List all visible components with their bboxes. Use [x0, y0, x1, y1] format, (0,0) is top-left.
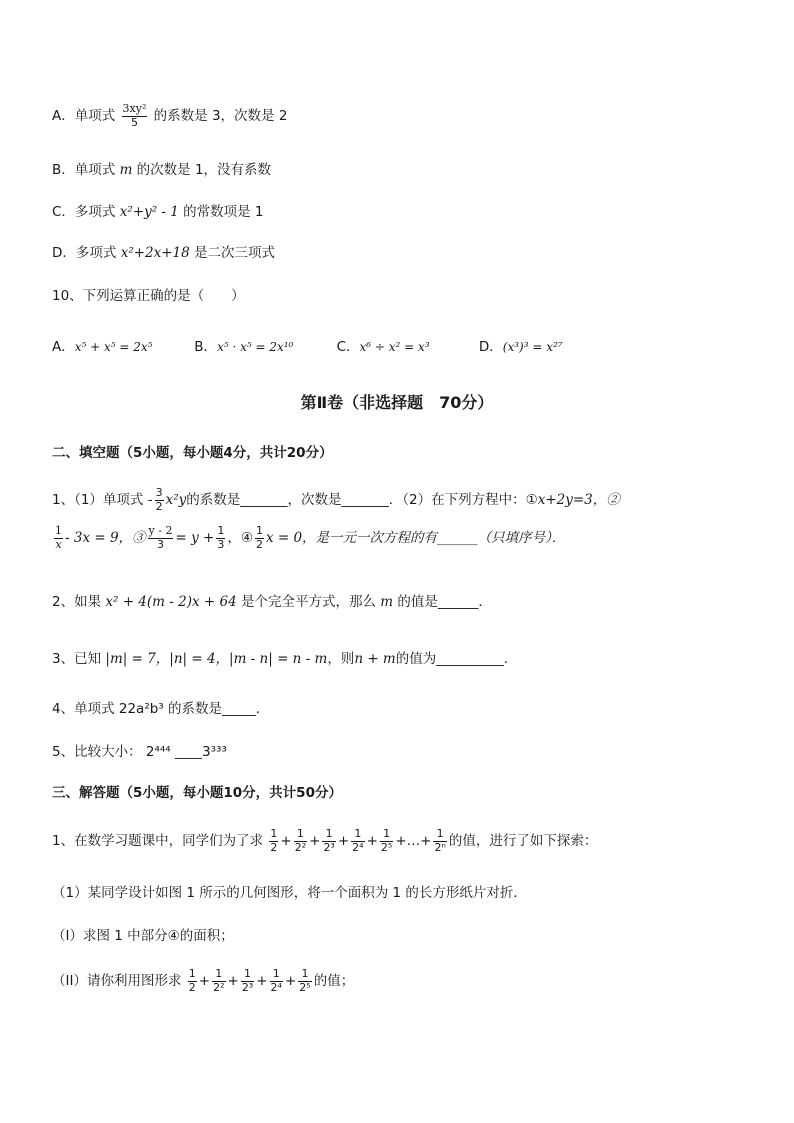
q10-option-b: B．x⁵ · x⁵ = 2x¹⁰	[194, 339, 294, 355]
q9-option-b: B．单项式 m 的次数是 1，没有系数	[52, 162, 272, 178]
q10-stem: 10、下列运算正确的是（ ）	[52, 288, 245, 304]
s3-q1-subI: （I）求图 1 中部分④的面积；	[52, 928, 234, 944]
fraction: $\frac{1}{\text{2ⁿ}}$	[434, 827, 446, 854]
q9-option-a: A．单项式 $\frac{\text{3xy²}}{5}$ 的系数是 3，次数是 2	[52, 102, 288, 129]
s2-q5: 5、比较大小： 2⁴⁴⁴ ____3³³³	[52, 744, 227, 760]
fraction: $\frac{1}{\text{2³}}$	[323, 827, 335, 854]
fraction: $\frac{1}{\text{2²}}$	[213, 967, 225, 994]
section3-heading: 三、解答题（5小题，每小题10分，共计50分）	[52, 785, 342, 801]
part2-title: 第Ⅱ卷（非选择题 70分）	[300, 393, 494, 412]
q9-option-d: D．多项式 x²+2x+18 是二次三项式	[52, 245, 276, 261]
fraction: $\frac{1}{\text{2⁴}}$	[352, 827, 364, 854]
s2-q3: 3、已知 |m| = 7，|n| = 4，|m - n| = n - m，则n + m的值为__________．	[52, 651, 518, 667]
fraction: $\frac{1}{3}$	[217, 524, 225, 551]
s2-q1-line1: 1、（1）单项式 - $\frac{3}{2}$ x²y的系数是_______，次数是_______．（2）在下列方程中：①x+2y=3，②	[52, 486, 620, 513]
section2-heading: 二、填空题（5小题，每小题4分，共计20分）	[52, 445, 333, 461]
fraction: $\frac{1}{\text{2⁴}}$	[270, 967, 282, 994]
q10-options	[52, 335, 617, 355]
fraction: $\frac{1}{\text{2⁵}}$	[299, 967, 311, 994]
fraction: $\frac{1}{2}$	[255, 524, 263, 551]
s2-q2: 2、如果 x² + 4(m - 2)x + 64 是个完全平方式，那么 m 的值是______．	[52, 594, 492, 610]
s3-q1-stem: 1、在数学习题课中，同学们为了求 $\frac{1}{2}$ + $\frac{1}{\text{2²}}$ + $\frac{1}{\text{2³}}$ + $\frac{1}{\text{2⁴}}$ + $\frac{1}{\text{2⁵}}$ +…+ $\frac{1}{\text{2ⁿ}}$ 的值，进行了如下探索：	[52, 827, 598, 854]
s3-q1-sub1: （1）某同学设计如图 1 所示的几何图形，将一个面积为 1 的长方形纸片对折．	[52, 885, 527, 901]
q10-option-d: D．(x³)³ = x²⁷	[478, 339, 563, 355]
s2-q4: 4、单项式 22a²b³ 的系数是_____．	[52, 701, 270, 717]
fraction: $\frac{1}{2}$	[270, 827, 278, 854]
q10-option-c: C．x⁶ ÷ x² = x³	[336, 339, 430, 355]
fraction: $\frac{1}{\text{2³}}$	[241, 967, 254, 994]
fraction: $\frac{1}{\text{2⁵}}$	[380, 827, 393, 854]
fraction: $\frac{\text{3xy²}}{5}$	[122, 102, 147, 129]
s2-q1-line2: $\frac{1}{x} - 3x = 9$，③ $\frac{y - 2}{3}$ = y + $\frac{1}{3}$ ，④ $\frac{1}{2}$ x = 0，是一元一次方程的有______（只填序号）．	[55, 524, 566, 551]
fraction: $\frac{y - 2}{3}$	[148, 524, 173, 551]
fraction: $\frac{1}{x}$	[55, 524, 62, 551]
s3-q1-subII: （II）请你利用图形求 $\frac{1}{2}$ + $\frac{1}{\text{2²}}$ + $\frac{1}{\text{2³}}$ + $\frac{1}{\text{2⁴}}$ + $\frac{1}{\text{2⁵}}$ 的值；	[52, 967, 355, 994]
fraction: $\frac{3}{2}$	[155, 486, 163, 513]
fraction: $\frac{1}{\text{2²}}$	[294, 827, 307, 854]
q9-option-c: C．多项式 x²+y² - 1 的常数项是 1	[52, 204, 264, 220]
q10-option-a: A．x⁵ + x⁵ = 2x⁵	[52, 339, 153, 355]
fraction: $\frac{1}{2}$	[188, 967, 196, 994]
